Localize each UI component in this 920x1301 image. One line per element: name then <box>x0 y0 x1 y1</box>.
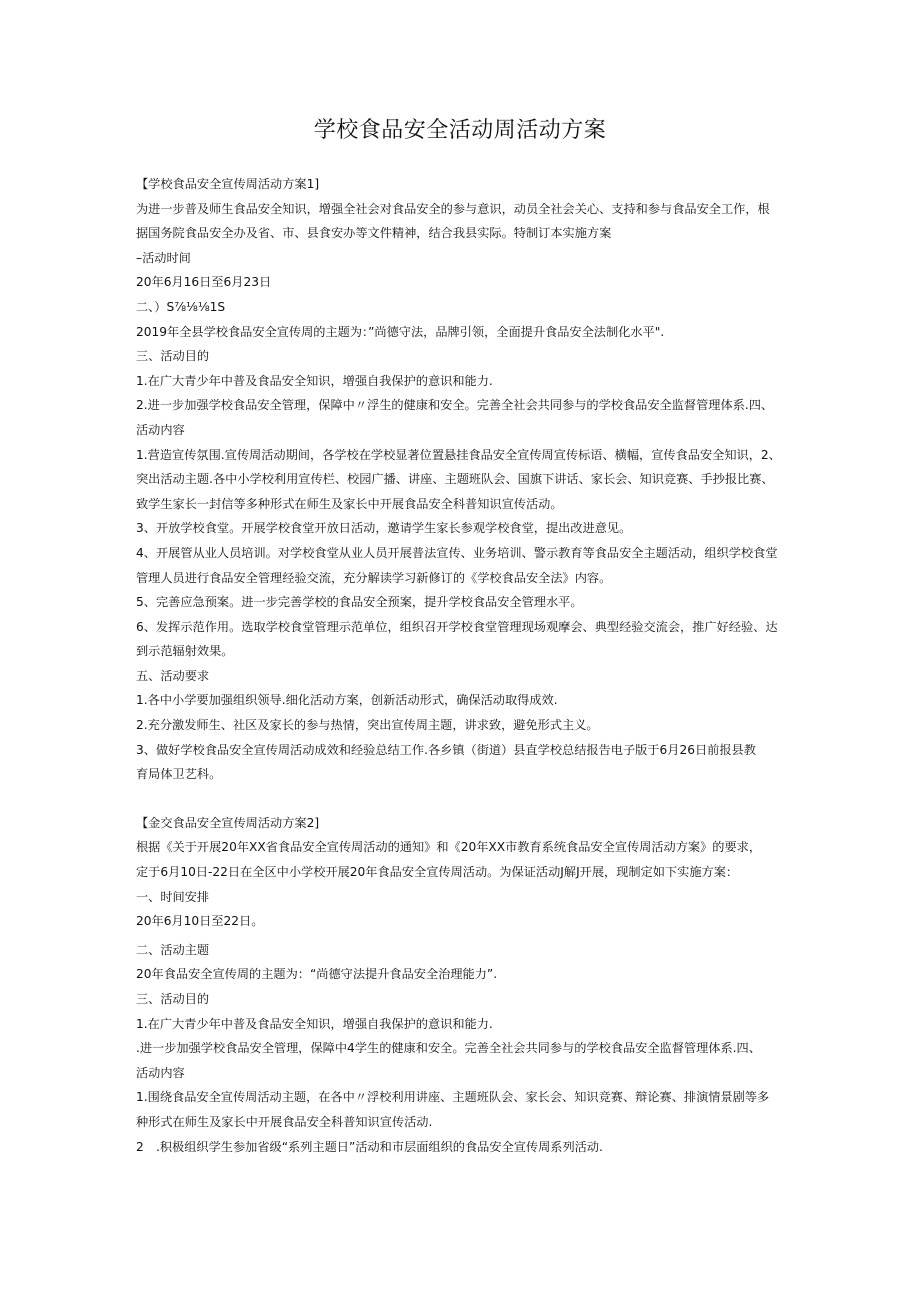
subheading: –活动时间 <box>136 250 191 265</box>
paragraph-line: 2.进一步加强学校食品安全管理，保障中〃浮生的健康和安全。完善全社会共同参与的学校食品安全监督管理体系.四、 <box>136 398 774 413</box>
paragraph-line: 管理人员进行食品安全管理经验交流，充分解读学习新修订的《学校食品安全法》内容。 <box>136 570 612 585</box>
paragraph-line: 种形式在师生及家长中开展食品安全科普知识宣传活动. <box>136 1114 433 1129</box>
subheading: 五、活动要求 <box>136 668 210 683</box>
section-spacer <box>136 787 796 811</box>
paragraph-line: 6、发挥示范作用。选取学校食堂管理示范单位，组织召开学校食堂管理现场观摩会、典型经验交流会，推广好经验、达 <box>136 619 778 634</box>
subheading: 三、活动目的 <box>136 992 210 1006</box>
paragraph-line: 2019年全县学校食品安全宣传周的主题为：”尚德守法，品牌引领，全面提升食品安全法制化水平". <box>136 324 665 339</box>
paragraph-line: 活动内容 <box>136 422 185 437</box>
paragraph-line: 为进一步普及师生食品安全知识，增强全社会对食品安全的参与意识，动员全社会关心、支持和参与食品安全工作，根 <box>136 201 770 216</box>
paragraph-line: 20年6月16日至6月23日 <box>136 275 272 290</box>
paragraph-line: 活动内容 <box>136 1065 185 1080</box>
paragraph-line: 4、开展管从业人员培训。对学校食堂从业人员开展普法宣传、业务培训、警示教育等食品安全主题活动，组织学校食堂 <box>136 545 778 560</box>
paragraph-line: 根据《关于开展20年XX省食品安全宣传周活动的通知》和《20年XX市教育系统食品安全宣传周活动方案》的要求， <box>136 840 762 855</box>
paragraph-line: 3、开放学校食堂。开展学校食堂开放日活动，邀请学生家长参观学校食堂，提出改进意见。 <box>136 521 632 536</box>
section1-heading: 【学校食品安全宣传周活动方案1] <box>136 177 320 191</box>
paragraph-line: 突出活动主题.各中小学校利用宣传栏、校园广播、讲座、主题班队会、国旗下讲话、家长会、知识竞赛、手抄报比赛、 <box>136 472 774 487</box>
paragraph-line: 定于6月10日-22日在全区中小学校开展20年食品安全宣传周活动。为保证活动J解J开展，现制定如下实施方案： <box>136 865 739 880</box>
paragraph-line: 育局体卫艺科。 <box>136 767 222 782</box>
paragraph-line: 1.营造宣传氛围.宣传周活动期间，各学校在学校显著位置悬挂食品安全宣传周宣传标语、横幅，宣传食品安全知识，2、 <box>136 447 781 462</box>
paragraph-line: 3、做好学校食品安全宣传周活动成效和经验总结工作.各乡镇（街道）县直学校总结报告电子版于6月26日前报县教 <box>136 742 756 757</box>
paragraph-line: 1.在广大青少年中普及食品安全知识，增强自我保护的意识和能力. <box>136 373 493 388</box>
document-title: 学校食品安全活动周活动方案 <box>313 118 607 143</box>
paragraph-line: 1.围绕食品安全宣传周活动主题，在各中〃浮校利用讲座、主题班队会、家长会、知识竞赛、辩论赛、排演情景剧等多 <box>136 1090 770 1105</box>
paragraph-line: 致学生家长一封信等多种形式在师生及家长中开展食品安全科普知识宣传活动。 <box>136 496 563 511</box>
paragraph-line: 1.在广大青少年中普及食品安全知识，增强自我保护的意识和能力. <box>136 1016 493 1031</box>
paragraph-line: 20年6月10日至22日。 <box>136 914 264 929</box>
paragraph-line: 20年食品安全宣传周的主题为：“尚德守法提升食品安全治理能力”. <box>136 967 498 982</box>
document-body <box>136 172 796 1159</box>
paragraph-line: 5、完善应急预案。进一步完善学校的食品安全预案，提升学校食品安全管理水平。 <box>136 595 583 610</box>
paragraph-line: 2 .积极组织学生参加省级“系列主题日”活动和市层面组织的食品安全宣传周系列活动. <box>136 1139 603 1154</box>
subheading: 二、活动主题 <box>136 942 210 957</box>
paragraph-line: .进一步加强学校食品安全管理，保障中4学生的健康和安全。完善全社会共同参与的学校食品安全监督管理体系.四、 <box>136 1041 761 1056</box>
subheading: 二、）S⅞⅛⅛1S <box>136 299 226 314</box>
subheading: 三、活动目的 <box>136 349 210 364</box>
paragraph-line: 到示范辐射效果。 <box>136 644 234 659</box>
paragraph-line: 1.各中小学要加强组织领导.细化活动方案，创新活动形式，确保活动取得成效. <box>136 693 558 708</box>
section2-heading: 【金交食品安全宣传周活动方案2] <box>136 815 320 830</box>
paragraph-line: 2.充分激发师生、社区及家长的参与热情，突出宣传周主题，讲求致，避免形式主义。 <box>136 718 599 733</box>
paragraph-line: 据国务院食品安全办及省、市、县食安办等文件精神，结合我县实际。特制订本实施方案 <box>136 226 612 241</box>
subheading: 一、时间安排 <box>136 889 210 904</box>
